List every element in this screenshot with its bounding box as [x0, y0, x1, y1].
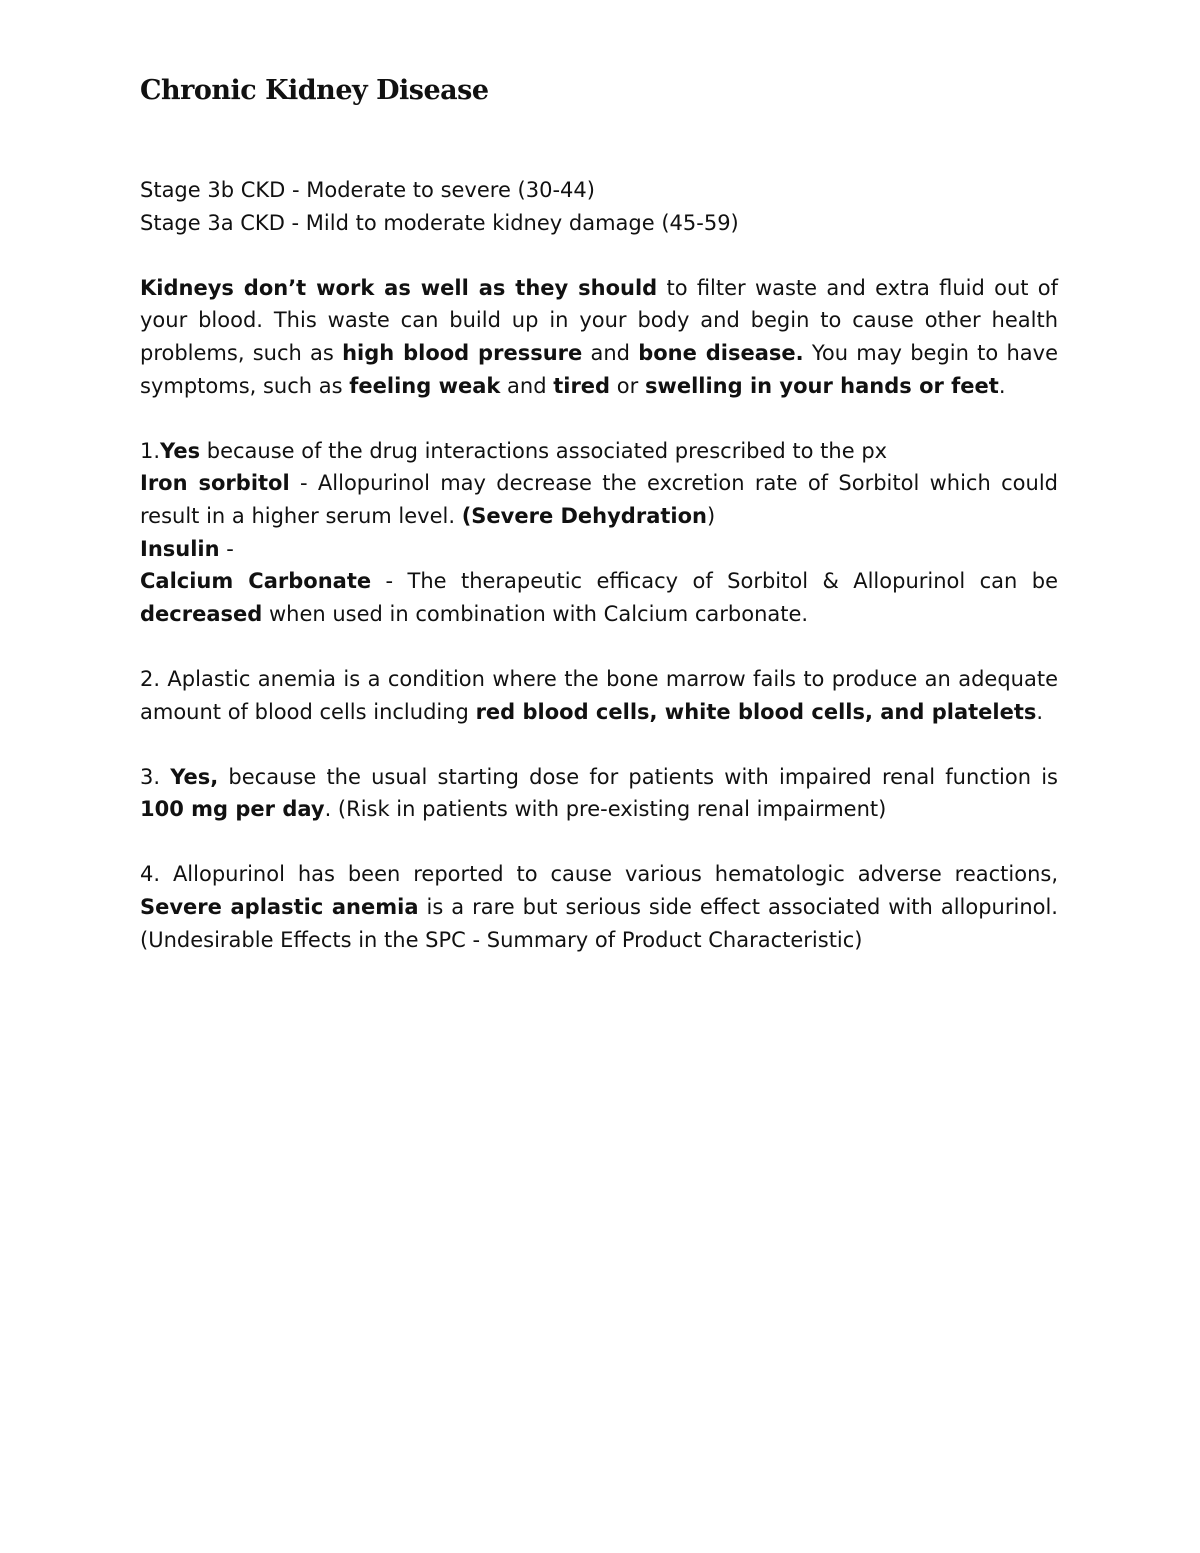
intro-bold-2: high blood pressure: [342, 340, 583, 365]
calcium-carbonate-label: Calcium Carbonate: [140, 569, 372, 594]
stage-3a-line: Stage 3a CKD - Mild to moderate kidney damage (45-59): [140, 210, 739, 235]
ckd-stages: [140, 174, 1058, 239]
answer-3-number: 3.: [140, 764, 171, 789]
iron-sorbitol-text: - Allopurinol may decrease the excretion rate of Sorbitol which could result in a higher serum level.: [140, 471, 1058, 528]
answer-2-bold: red blood cells, white blood cells, and platelets: [475, 699, 1037, 724]
intro-text-6: .: [998, 373, 1006, 398]
intro-text-2: and: [582, 340, 639, 365]
intro-bold-5: tired: [553, 373, 611, 398]
answer-3-bold: 100 mg per day: [140, 797, 325, 822]
calcium-carbonate-text: - The therapeutic efficacy of Sorbitol & Allopurinol can be: [371, 569, 1059, 594]
intro-paragraph: [140, 272, 1058, 402]
intro-text-5: or: [610, 373, 645, 398]
intro-bold-6: swelling in your hands or feet: [644, 373, 999, 398]
calcium-carbonate-end: when used in combination with Calcium carbonate.: [262, 601, 809, 626]
iron-sorbitol-bold: (Severe Dehydration: [461, 503, 707, 528]
iron-sorbitol-label: Iron sorbitol: [140, 471, 290, 496]
intro-text-4: and: [500, 373, 554, 398]
stage-3b-line: Stage 3b CKD - Moderate to severe (30-44): [140, 178, 595, 202]
intro-bold-1: Kidneys don’t work as well as they should: [140, 275, 658, 300]
iron-sorbitol-end: ): [706, 503, 716, 528]
answer-1-text: because of the drug interactions associated prescribed to the px: [200, 438, 888, 463]
answer-4: [140, 858, 1058, 956]
answer-4-text-2: is a rare but serious side effect associated with allopurinol. (Undesirable Effects in the SPC - Summary of Product Characteristic): [140, 895, 1058, 952]
answer-3-text: because the usual starting dose for patients with impaired renal function is: [218, 764, 1058, 789]
insulin-label: Insulin: [140, 536, 220, 561]
answer-1-heading: [140, 435, 1058, 468]
answer-2-end: .: [1036, 699, 1044, 724]
intro-text-3: You may begin to have symptoms, such as: [140, 340, 1058, 398]
intro-text-1: to filter waste and extra fluid out of your blood. This waste can build up in your body and begin to cause other health problems, such as: [140, 275, 1059, 365]
answer-2: [140, 663, 1058, 728]
insulin-text: -: [219, 536, 234, 561]
answer-1-yes: Yes: [160, 438, 201, 463]
answer-4-bold: Severe aplastic anemia: [140, 895, 419, 920]
document-body: [140, 72, 1058, 956]
answer-3-yes: Yes,: [170, 764, 219, 789]
calcium-carbonate-bold: decreased: [140, 601, 263, 626]
intro-bold-4: feeling weak: [349, 373, 501, 398]
calcium-carbonate-paragraph: [140, 565, 1058, 630]
answer-1-number: 1.: [140, 438, 161, 463]
insulin-paragraph: [140, 533, 1058, 566]
iron-sorbitol-paragraph: [140, 467, 1058, 532]
answer-3: [140, 761, 1058, 826]
answer-4-text: 4. Allopurinol has been reported to cause various hematologic adverse reactions,: [140, 862, 1058, 887]
answer-1: [140, 435, 1058, 631]
answer-2-text: 2. Aplastic anemia is a condition where the bone marrow fails to produce an adequate amount of blood cells including: [140, 666, 1058, 724]
document-title: Chronic Kidney Disease: [140, 75, 489, 106]
intro-bold-3: bone disease.: [638, 340, 804, 365]
answer-3-end: . (Risk in patients with pre-existing renal impairment): [324, 797, 887, 822]
